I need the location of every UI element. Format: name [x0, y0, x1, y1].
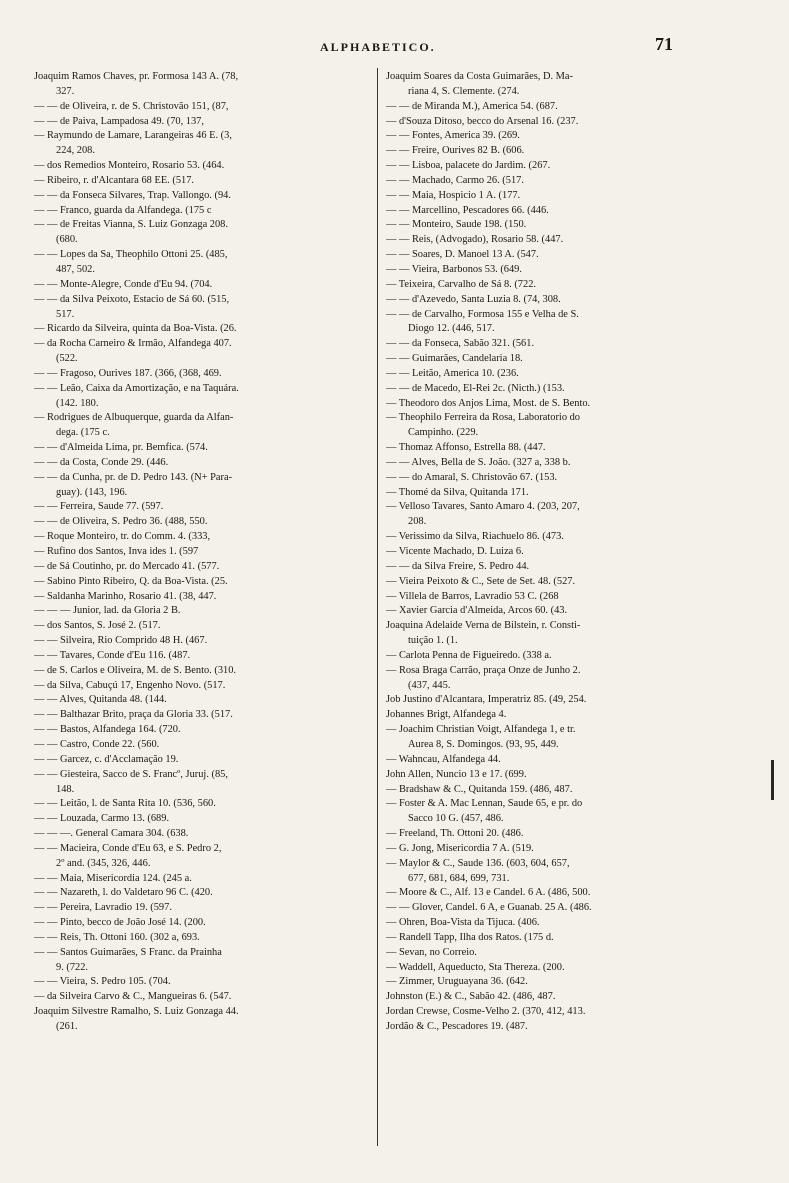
directory-entry-line: — — Lisboa, palacete do Jardim. (267.	[386, 160, 551, 172]
directory-entry-line: — Thomé da Silva, Quitanda 171.	[386, 486, 529, 498]
directory-entry-line: — Zimmer, Uruguayana 36. (642.	[386, 976, 528, 988]
directory-entry-line: riana 4, S. Clemente. (274.	[408, 85, 520, 97]
directory-entry-line: — — de Oliveira, r. de S. Christovão 151, (87,	[34, 100, 229, 112]
directory-entry-line: — — de Oliveira, S. Pedro 36. (488, 550.	[34, 516, 208, 528]
directory-entry-line: (437, 445.	[408, 679, 451, 691]
directory-entry-line: — — Fontes, America 39. (269.	[386, 130, 520, 142]
directory-entry-line: — Teixeira, Carvalho de Sá 8. (722.	[386, 278, 536, 290]
directory-entry-line: — — Nazareth, l. do Valdetaro 96 C. (420.	[34, 887, 213, 899]
directory-entry-line: — — Machado, Carmo 26. (517.	[386, 174, 524, 186]
directory-entry-line: — da Silveira Carvo & C., Mangueiras 6. (547.	[34, 991, 232, 1003]
directory-entry-line: — Theophilo Ferreira da Rosa, Laboratorio do	[386, 412, 581, 424]
directory-entry-line: — — Alves, Bella de S. João. (327 a, 338 b.	[386, 456, 571, 468]
directory-entry-line: — Bradshaw & C., Quitanda 159. (486, 487.	[386, 783, 573, 795]
directory-entry-line: (261.	[56, 1021, 78, 1032]
directory-entry-line: — — Glover, Candel. 6 A, e Guanab. 25 A. (486.	[386, 902, 592, 914]
directory-entry-line: — Theodoro dos Anjos Lima, Most. de S. Bento.	[386, 397, 591, 409]
directory-entry-line: — Villela de Barros, Lavradio 53 C. (268	[386, 590, 559, 602]
directory-entry-line: — — Bastos, Alfandega 164. (720.	[34, 724, 181, 736]
directory-entry-line: Johnston (E.) & C., Sabão 42. (486, 487.	[386, 991, 556, 1003]
directory-entry-line: — Wahncau, Alfandega 44.	[386, 753, 501, 765]
directory-entry-line: — Saldanha Marinho, Rosario 41. (38, 447.	[34, 590, 217, 602]
directory-entry-line: — — de Carvalho, Formosa 155 e Velha de S.	[386, 308, 579, 320]
directory-entry-line: — — — Junior, lad. da Gloria 2 B.	[34, 605, 181, 617]
directory-entry-line: — d'Souza Ditoso, becco do Arsenal 16. (237.	[386, 115, 579, 127]
directory-entry-line: — G. Jong, Misericordia 7 A. (519.	[386, 842, 534, 854]
directory-entry-line: guay). (143, 196.	[56, 486, 128, 498]
directory-entry-line: 224, 208.	[56, 145, 95, 157]
directory-entry-line: Joaquina Adelaide Verna de Bilstein, r. Consti-	[386, 620, 581, 632]
directory-entry-line: (142. 180.	[56, 397, 99, 409]
directory-entry-line: — — da Silva Peixoto, Estacio de Sá 60. (515,	[34, 293, 230, 305]
directory-entry-line: — Velloso Tavares, Santo Amaro 4. (203, 207,	[386, 501, 580, 513]
directory-entry-line: — — Monte-Alegre, Conde d'Eu 94. (704.	[34, 278, 213, 290]
directory-entry-line: — — Fragoso, Ourives 187. (366, (368, 469.	[34, 367, 222, 379]
directory-entry-line: — Waddell, Aqueducto, Sta Thereza. (200.	[386, 961, 565, 973]
directory-entry-line: — — d'Almeida Lima, pr. Bemfica. (574.	[34, 442, 208, 454]
directory-entry-line: — de S. Carlos e Oliveira, M. de S. Bento. (310.	[34, 664, 237, 676]
directory-entry-line: — — do Amaral, S. Christovão 67. (153.	[386, 471, 558, 483]
directory-entry-line: Jordão & C., Pescadores 19. (487.	[386, 1021, 528, 1032]
directory-entry-line: — — d'Azevedo, Santa Luzia 8. (74, 308.	[386, 293, 561, 305]
directory-entry-line: — — da Cunha, pr. de D. Pedro 143. (N+ Para-	[34, 471, 233, 483]
page-number: 71	[655, 34, 673, 54]
directory-entry-line: — Raymundo de Lamare, Larangeiras 46 E. (3,	[34, 130, 232, 142]
directory-entry-line: — Freeland, Th. Ottoni 20. (486.	[386, 828, 524, 840]
column-divider	[377, 68, 378, 1146]
directory-entry-line: — — Santos Guimarães, S Franc. da Prainha	[34, 946, 222, 958]
directory-entry-line: — — de Macedo, El-Rei 2c. (Nicth.) (153.	[386, 382, 565, 394]
directory-entry-line: — — Leitão, l. de Santa Rita 10. (536, 560.	[34, 798, 216, 810]
directory-entry-line: — — da Fonseca Silvares, Trap. Vallongo. (94.	[34, 189, 231, 201]
directory-entry-line: — — Reis, (Advogado), Rosario 58. (447.	[386, 234, 564, 246]
directory-entry-line: Joaquim Silvestre Ramalho, S. Luiz Gonzaga 44.	[34, 1006, 239, 1018]
directory-entry-line: — Foster & A. Mac Lennan, Saude 65, e pr. do	[386, 798, 583, 810]
directory-entry-line: John Allen, Nuncio 13 e 17. (699.	[386, 768, 527, 780]
directory-entry-line: 517.	[56, 308, 75, 320]
directory-entry-line: — — Reis, Th. Ottoni 160. (302 a, 693.	[34, 931, 200, 943]
directory-entry-line: — — de Paiva, Lampadosa 49. (70, 137,	[34, 115, 204, 127]
directory-entry-line: Diogo 12. (446, 517.	[408, 323, 495, 335]
directory-entry-line: — — —. General Camara 304. (638.	[34, 828, 189, 840]
directory-entry-line: — — Ferreira, Saude 77. (597.	[34, 501, 164, 513]
directory-entry-line: — — Monteiro, Saude 198. (150.	[386, 219, 527, 231]
margin-mark	[771, 760, 774, 800]
directory-entry-line: 208.	[408, 516, 427, 528]
directory-entry-line: — Roque Monteiro, tr. do Comm. 4. (333,	[34, 531, 211, 543]
directory-entry-line: — — Pereira, Lavradio 19. (597.	[34, 902, 172, 914]
directory-entry-line: — Ribeiro, r. d'Alcantara 68 EE. (517.	[34, 174, 194, 186]
directory-entry-line: — Carlota Penna de Figueiredo. (338 a.	[386, 649, 552, 661]
directory-entry-line: — Rodrigues de Albuquerque, guarda da Alfan-	[34, 412, 234, 424]
directory-entry-line: — da Rocha Carneiro & Irmão, Alfandega 407.	[34, 338, 232, 350]
directory-entry-line: — — Vieira, S. Pedro 105. (704.	[34, 976, 171, 988]
directory-entry-line: Joaquim Ramos Chaves, pr. Formosa 143 A. (78,	[34, 71, 239, 82]
directory-entry-line: — — Lopes da Sa, Theophilo Ottoni 25. (485,	[34, 249, 228, 261]
directory-entry-line: Aurea 8, S. Domingos. (93, 95, 449.	[408, 738, 559, 750]
directory-entry-line: — — da Silva Freire, S. Pedro 44.	[386, 560, 530, 572]
directory-entry-line: — Moore & C., Alf. 13 e Candel. 6 A. (486, 500.	[386, 887, 591, 899]
running-head: ALPHABETICO.	[320, 40, 436, 54]
directory-entry-line: — — Giesteira, Sacco de S. Francº, Juruj. (85,	[34, 768, 228, 780]
directory-entry-line: — Verissimo da Silva, Riachuelo 86. (473.	[386, 531, 564, 543]
directory-entry-line: — — da Costa, Conde 29. (446.	[34, 456, 169, 468]
directory-entry-line: — — Macieira, Conde d'Eu 63, e S. Pedro 2,	[34, 842, 222, 854]
directory-entry-line: — Sabino Pinto Ribeiro, Q. da Boa-Vista. (25.	[34, 575, 228, 587]
directory-entry-line: — — Leão, Caixa da Amortização, e na Taquára.	[34, 382, 239, 394]
directory-entry-line: — — Guimarães, Candelaria 18.	[386, 353, 523, 365]
directory-entry-line: — — Franco, guarda da Alfandega. (175 c	[34, 204, 212, 216]
directory-entry-line: — — da Fonseca, Sabão 321. (561.	[386, 338, 535, 350]
directory-entry-line: — Ohren, Boa-Vista da Tijuca. (406.	[386, 917, 540, 929]
directory-entry-line: — — Balthazar Brito, praça da Gloria 33. (517.	[34, 709, 233, 721]
directory-entry-line: — — Louzada, Carmo 13. (689.	[34, 813, 170, 825]
directory-entry-line: — — Maia, Hospicio 1 A. (177.	[386, 189, 521, 201]
directory-entry-line: Johannes Brigt, Alfandega 4.	[386, 709, 507, 721]
directory-entry-line: — Thomaz Affonso, Estrella 88. (447.	[386, 442, 546, 454]
directory-entry-line: Joaquim Soares da Costa Guimarães, D. Ma-	[386, 71, 573, 82]
directory-entry-line: — — de Miranda M.), America 54. (687.	[386, 100, 558, 112]
directory-entry-line: 487, 502.	[56, 263, 95, 275]
directory-entry-line: — Sevan, no Correio.	[386, 946, 477, 958]
directory-entry-line: 9. (722.	[56, 961, 89, 973]
directory-entry-line: — — Freire, Ourives 82 B. (606.	[386, 145, 525, 157]
directory-entry-line: — Xavier Garcia d'Almeida, Arcos 60. (43.	[386, 605, 568, 617]
directory-entry-line: — — Silveira, Rio Comprido 48 H. (467.	[34, 635, 208, 647]
directory-entry-line: — — Tavares, Conde d'Eu 116. (487.	[34, 649, 191, 661]
directory-entry-line: 327.	[56, 85, 75, 97]
directory-entry-line: — — Marcellino, Pescadores 66. (446.	[386, 204, 549, 216]
directory-entry-line: — Randell Tapp, Ilha dos Ratos. (175 d.	[386, 931, 554, 943]
directory-entry-line: — — Garcez, c. d'Acclamação 19.	[34, 753, 179, 765]
directory-entry-line: — Rosa Braga Carrão, praça Onze de Junho 2.	[386, 664, 581, 676]
directory-entry-line: — — Soares, D. Manoel 13 A. (547.	[386, 249, 539, 261]
directory-entry-line: 148.	[56, 783, 75, 795]
directory-entry-line: (680.	[56, 234, 78, 246]
directory-entry-line: — — Alves, Quitanda 48. (144.	[34, 694, 167, 706]
directory-entry-line: — de Sá Coutinho, pr. do Mercado 41. (577.	[34, 560, 220, 572]
directory-entry-line: — Rufino dos Santos, Inva ides 1. (597	[34, 546, 199, 557]
directory-entry-line: — — Pinto, becco de João José 14. (200.	[34, 917, 206, 929]
directory-entry-line: 2º and. (345, 326, 446.	[56, 857, 151, 869]
directory-entry-line: — — de Freitas Vianna, S. Luiz Gonzaga 208.	[34, 219, 228, 231]
directory-entry-line: Jordan Crewse, Cosme-Velho 2. (370, 412, 413.	[386, 1006, 586, 1018]
directory-entry-line: — Maylor & C., Saude 136. (603, 604, 657,	[386, 857, 570, 869]
directory-entry-line: Sacco 10 G. (457, 486.	[408, 813, 504, 825]
directory-entry-line: Job Justino d'Alcantara, Imperatriz 85. (49, 254.	[386, 694, 587, 706]
directory-entry-line: — — Maia, Misericordia 124. (245 a.	[34, 872, 192, 884]
directory-entry-line: dega. (175 c.	[56, 427, 110, 439]
directory-entry-line: — — Leitão, America 10. (236.	[386, 367, 519, 379]
directory-entry-line: (522.	[56, 353, 78, 365]
left-column	[34, 70, 372, 1035]
directory-entry-line: — Ricardo da Silveira, quinta da Boa-Vista. (26.	[34, 323, 237, 335]
right-column	[386, 70, 724, 1035]
directory-entry-line: — da Silva, Cabuçú 17, Engenho Novo. (517.	[34, 679, 226, 691]
directory-entry-line: — Vieira Peixoto & C., Sete de Set. 48. (527.	[386, 575, 576, 587]
directory-entry-line: — dos Santos, S. José 2. (517.	[34, 620, 161, 632]
directory-entry-line: — — Castro, Conde 22. (560.	[34, 738, 160, 750]
directory-entry-line: — — Vieira, Barbonos 53. (649.	[386, 263, 522, 275]
directory-entry-line: Campinho. (229.	[408, 427, 479, 439]
directory-entry-line: — dos Remedios Monteiro, Rosario 53. (464.	[34, 160, 225, 172]
directory-entry-line: — Vicente Machado, D. Luiza 6.	[386, 546, 524, 557]
directory-entry-line: tuição 1. (1.	[408, 635, 458, 647]
directory-entry-line: — Joachim Christian Voigt, Alfandega 1, e tr.	[386, 724, 576, 736]
directory-entry-line: 677, 681, 684, 699, 731.	[408, 872, 510, 884]
